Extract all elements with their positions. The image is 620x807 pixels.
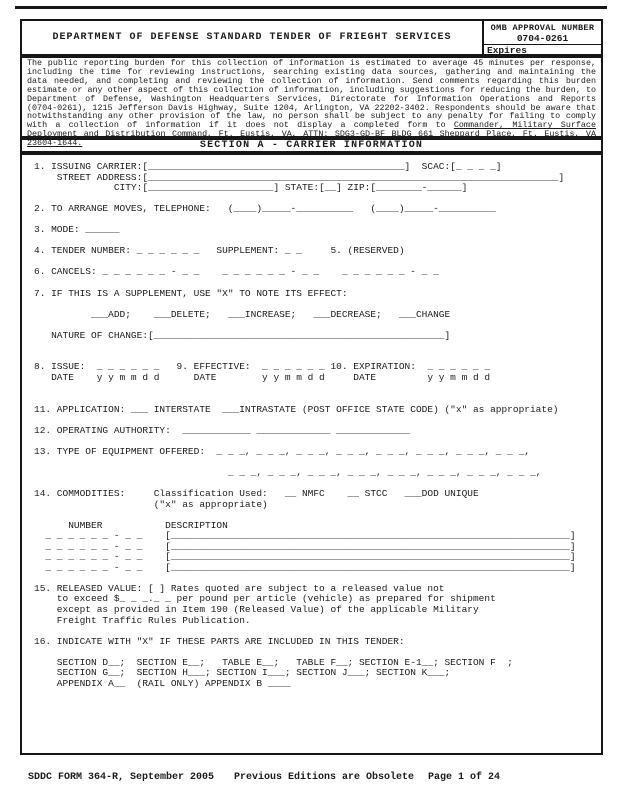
omb-approval-number: 0704-0261 xyxy=(516,33,569,44)
form-line xyxy=(34,383,601,394)
form-line: except as provided in Item 190 (Released Value) of the applicable Military xyxy=(34,603,479,615)
form-line: 2. TO ARRANGE MOVES, TELEPHONE: (____)_____-__________ (____)_____-__________ xyxy=(34,203,496,215)
omb-expires-label: Expires xyxy=(484,44,601,57)
omb-approval-label: OMB APPROVAL NUMBER xyxy=(490,23,595,33)
form-line: _ _ _ _ _ _ - _ _ [______________________________________________________________________] xyxy=(34,540,576,552)
form-line: 1. ISSUING CARRIER:[_____________________________________________] SCAC:[_ _ _ _] xyxy=(34,161,502,172)
form-footer xyxy=(0,772,620,786)
form-line: SECTION G__; SECTION H___; SECTION I___; SECTION J___; SECTION K___; xyxy=(34,667,451,679)
form-line: 15. RELEASED VALUE: [ ] Rates quoted are subject to a released value not xyxy=(34,582,445,594)
form-line: ___ADD; ___DELETE; ___INCREASE; ___DECREASE; ___CHANGE xyxy=(34,308,451,320)
footer-editions-note: Previous Editions are Obsolete xyxy=(234,772,415,783)
form-line: SECTION D__; SECTION E__; TABLE E__; TABLE F__; SECTION E-1__; SECTION F ; xyxy=(34,656,513,668)
form-line: STREET ADDRESS:[________________________________________________________________________] xyxy=(34,171,565,183)
form-line: 16. INDICATE WITH "X" IF THESE PARTS ARE INCLUDED IN THIS TENDER: xyxy=(34,635,405,647)
form-line: 8. ISSUE: _ _ _ _ _ _ 9. EFFECTIVE: _ _ _ _ _ _ 10. EXPIRATION: _ _ _ _ _ _ xyxy=(34,361,491,373)
form-line xyxy=(34,510,601,521)
form-line xyxy=(34,394,601,405)
form-line: NUMBER DESCRIPTION xyxy=(34,519,228,531)
form-header xyxy=(20,19,603,56)
footer-form-id: SDDC FORM 364-R, September 2005 xyxy=(28,772,215,783)
form-line: CITY:[______________________] STATE:[__] ZIP:[________-______] xyxy=(34,182,468,194)
form-line: _ _ _ _ _ _ - _ _ [______________________________________________________________________] xyxy=(34,530,576,542)
form-line: APPENDIX A__ (RAIL ONLY) APPENDIX B ____ xyxy=(34,677,291,689)
form-line: ("x" as appropriate) xyxy=(34,498,268,510)
form-line: 3. MODE: ______ xyxy=(34,224,120,236)
form-line: _ _ _ _ _ _ - _ _ [______________________________________________________________________] xyxy=(34,561,576,573)
form-body xyxy=(20,153,603,755)
form-line: 4. TENDER NUMBER: _ _ _ _ _ _ SUPPLEMENT: _ _ 5. (RESERVED) xyxy=(34,245,405,257)
form-line xyxy=(34,341,601,352)
form-line: 13. TYPE OF EQUIPMENT OFFERED: _ _ _, _ _ _, _ _ _, _ _ _, _ _ _, _ _ _, _ _ _, _ _ _, xyxy=(34,445,530,457)
form-line: DATE y y m m d d DATE y y m m d d DATE y y m m d d xyxy=(34,371,491,383)
top-rule xyxy=(15,6,607,9)
form-line: 6. CANCELS: _ _ _ _ _ _ - _ _ _ _ _ _ _ _ - _ _ _ _ _ _ _ _ - _ _ xyxy=(34,266,439,278)
form-line: 7. IF THIS IS A SUPPLEMENT, USE "X" TO NOTE ITS EFFECT: xyxy=(34,287,348,299)
form-line: 11. APPLICATION: ___ INTERSTATE ___INTRASTATE (POST OFFICE STATE CODE) ("x" as appropriate) xyxy=(34,403,559,415)
form-line: 14. COMMODITIES: Classification Used: __ NMFC __ STCC ___DOD UNIQUE xyxy=(34,487,479,499)
form-line: _ _ _, _ _ _, _ _ _, _ _ _, _ _ _, _ _ _, _ _ _, _ _ _, xyxy=(34,466,542,478)
burden-address-underlined: Commander, Military Surface Deployment and Distribution Command, Ft. Eustis, VA, ATTN: SDG3-GD-BF BLDG 661 Sheppard Place, Ft. Eustis, VA 23604-1644. xyxy=(27,120,596,149)
omb-box xyxy=(482,21,601,54)
burden-text: The public reporting burden for this collection of information is estimated to average 45 minutes per response, including the time for reviewing instructions, searching existing data sources, gathering and maintaining the data needed, and completing and reviewing the collection of information. Send comments regarding this burden estimate or any other aspect of this collection of information, including suggestions for reducing the burden, to Department of Defense, Washington Headquarters Services, Directorate for Information Operations and Reports (0704-0261), 1215 Jefferson Davis Highway, Suite 1204, Arlington, VA 22202-3402. Respondents should be aware that notwithstanding any other provision of the law, no person shall be subject to any penalty for failing to comply with a collection of information if it does not display a completed form to xyxy=(27,58,596,131)
form-line: Freight Traffic Rules Publication. xyxy=(34,614,251,626)
form-line: 12. OPERATING AUTHORITY: ____________ _____________ _____________ xyxy=(34,424,411,436)
footer-page-number: Page 1 of 24 xyxy=(428,772,501,783)
section-a-header: SECTION A - CARRIER INFORMATION xyxy=(20,138,603,153)
form-line: NATURE OF CHANGE:[___________________________________________________] xyxy=(34,329,451,341)
form-line: _ _ _ _ _ _ - _ _ [______________________________________________________________________] xyxy=(34,551,576,563)
form-title: DEPARTMENT OF DEFENSE STANDARD TENDER OF FRIEGHT SERVICES xyxy=(52,32,452,43)
form-line xyxy=(34,278,601,289)
form-line: to exceed $_ _ _._ _ per pound per article (vehicle) as prepared for shipment xyxy=(34,593,496,605)
